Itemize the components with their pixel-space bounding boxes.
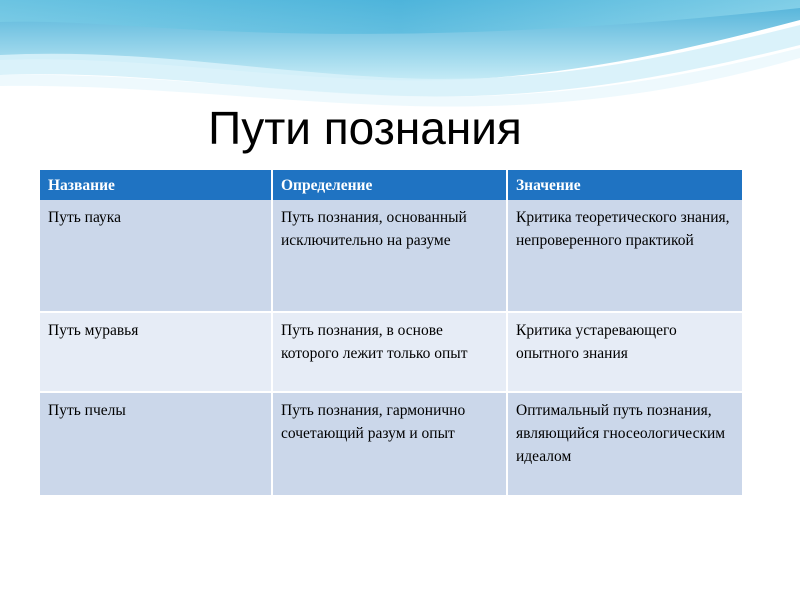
table-row xyxy=(40,392,742,496)
table-cell: Путь познания, гармонично сочетающий разум и опыт xyxy=(272,392,507,496)
column-header-significance: Значение xyxy=(507,170,742,200)
table-cell: Критика теоретического знания, непроверенного практикой xyxy=(507,200,742,312)
table-cell: Путь муравья xyxy=(40,312,272,392)
table-cell: Критика устаревающего опытного знания xyxy=(507,312,742,392)
table-cell: Путь познания, в основе которого лежит только опыт xyxy=(272,312,507,392)
table-cell: Путь познания, основанный исключительно на разуме xyxy=(272,200,507,312)
table-cell: Оптимальный путь познания, являющийся гносеологическим идеалом xyxy=(507,392,742,496)
table-header-row xyxy=(40,170,742,200)
column-header-name: Название xyxy=(40,170,272,200)
column-header-definition: Определение xyxy=(272,170,507,200)
wave-header-decoration xyxy=(0,0,800,110)
table-row xyxy=(40,200,742,312)
slide-title: Пути познания xyxy=(208,102,522,154)
table-cell: Путь пчелы xyxy=(40,392,272,496)
table-cell: Путь паука xyxy=(40,200,272,312)
info-table xyxy=(40,170,742,497)
table-row xyxy=(40,312,742,392)
